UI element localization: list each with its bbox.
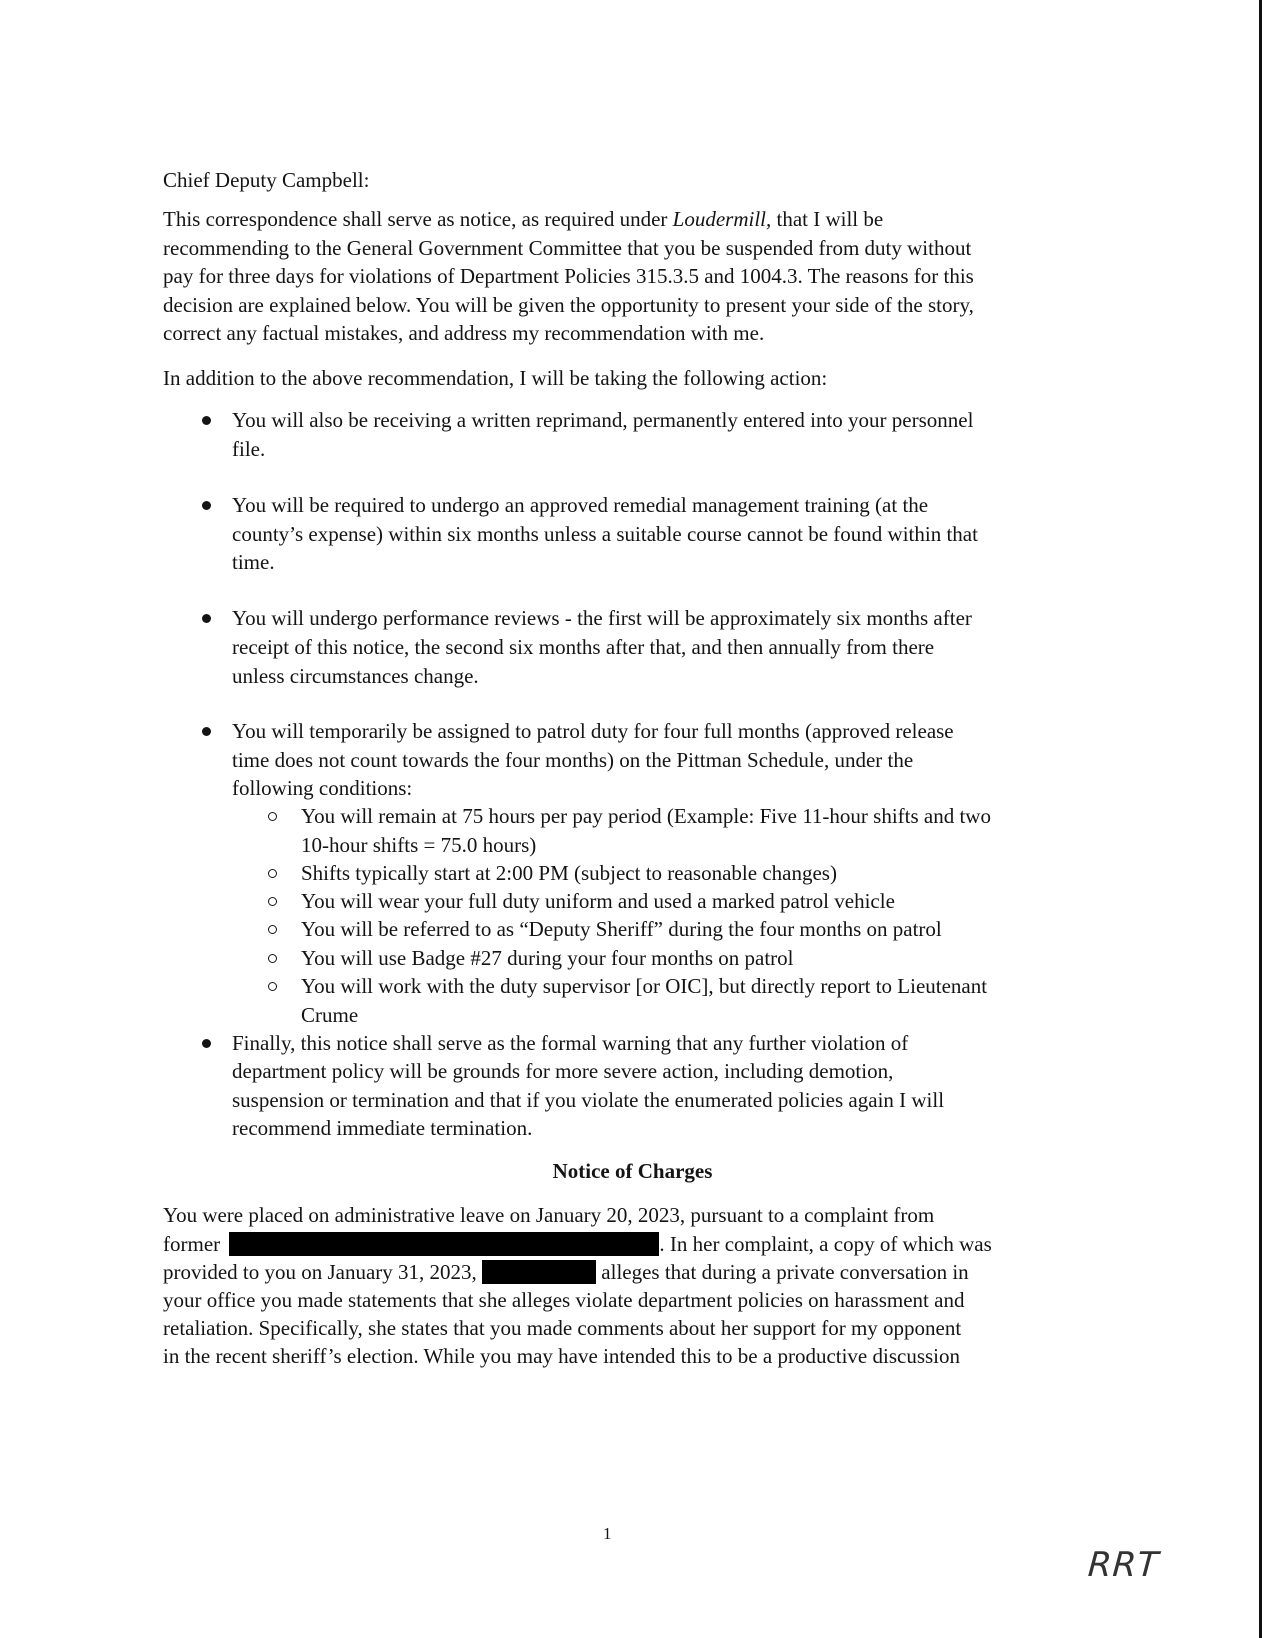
charges-line: retaliation. Specifically, she states that you made comments about her support for my opponent [163,1316,962,1340]
scan-edge [1259,0,1262,1638]
charges-line [163,1260,969,1284]
bullet-line: You will be required to undergo an approved remedial management training (at the [232,493,929,517]
redaction-box [229,1232,659,1256]
charges-line [163,1232,992,1256]
condition-line: You will remain at 75 hours per pay period (Example: Five 11-hour shifts and two [301,804,991,828]
condition-line: You will work with the duty supervisor [or OIC], but directly report to Lieutenant [301,974,988,998]
sub-bullet-icon [268,869,277,878]
redaction-box [482,1260,596,1284]
bullet-line: receipt of this notice, the second six months after that, and then annually from there [232,635,935,659]
charges-line: You were placed on administrative leave on January 20, 2023, pursuant to a complaint from [163,1203,935,1227]
intro-line [163,207,883,231]
page-number: 1 [603,1524,612,1543]
section-heading: Notice of Charges [552,1159,713,1183]
text: . In her complaint, a copy of which was [659,1232,992,1256]
bullet-line: department policy will be grounds for more severe action, including demotion, [232,1059,894,1083]
condition-line: You will use Badge #27 during your four months on patrol [301,946,794,970]
condition-line: Crume [301,1003,359,1027]
bullet-icon [202,416,211,425]
bullet-line: file. [232,437,266,461]
salutation: Chief Deputy Campbell: [163,168,370,192]
condition-line: Shifts typically start at 2:00 PM (subject to reasonable changes) [301,861,837,885]
handwritten-initials: RRT [1086,1545,1161,1585]
bullet-line: unless circumstances change. [232,664,479,688]
bullet-line: time. [232,550,275,574]
sub-bullet-icon [268,925,277,934]
bullet-line: You will also be receiving a written reprimand, permanently entered into your personnel [232,408,974,432]
sub-bullet-icon [268,982,277,991]
bullet-icon [202,614,211,623]
bullet-line: time does not count towards the four months) on the Pittman Schedule, under the [232,748,914,772]
bullet-line: county’s expense) within six months unless a suitable course cannot be found within that [232,522,978,546]
bullet-icon [202,501,211,510]
intro-line: pay for three days for violations of Department Policies 315.3.5 and 1004.3. The reasons for this [163,264,974,288]
text: This correspondence shall serve as notice, as required under [163,207,673,231]
bullet-line: You will undergo performance reviews - the first will be approximately six months after [232,606,972,630]
bullet-line: recommend immediate termination. [232,1116,533,1140]
bullet-icon [202,727,211,736]
charges-line: your office you made statements that she alleges violate department policies on harassment and [163,1288,965,1312]
intro-line: recommending to the General Government Committee that you be suspended from duty without [163,236,972,260]
sub-bullet-icon [268,954,277,963]
bullet-line: You will temporarily be assigned to patrol duty for four full months (approved release [232,719,954,743]
sub-bullet-icon [268,812,277,821]
case-name: Loudermill, [672,207,772,231]
sub-bullet-icon [268,897,277,906]
condition-line: 10-hour shifts = 75.0 hours) [301,833,537,857]
text: alleges that during a private conversation in [596,1260,969,1284]
text: former [163,1232,226,1256]
bullet-icon [202,1039,211,1048]
bullet-line: Finally, this notice shall serve as the formal warning that any further violation of [232,1031,909,1055]
condition-line: You will wear your full duty uniform and used a marked patrol vehicle [301,889,895,913]
bullet-line: suspension or termination and that if you violate the enumerated policies again I will [232,1088,945,1112]
addition-line: In addition to the above recommendation, I will be taking the following action: [163,366,828,390]
charges-line: in the recent sheriff’s election. While you may have intended this to be a productive discussion [163,1344,961,1368]
condition-line: You will be referred to as “Deputy Sheriff” during the four months on patrol [301,917,942,941]
bullet-line: following conditions: [232,776,413,800]
intro-line: decision are explained below. You will be given the opportunity to present your side of the story, [163,293,974,317]
text: provided to you on January 31, 2023, [163,1260,483,1284]
text: that I will be [771,207,884,231]
intro-line: correct any factual mistakes, and address my recommendation with me. [163,321,765,345]
